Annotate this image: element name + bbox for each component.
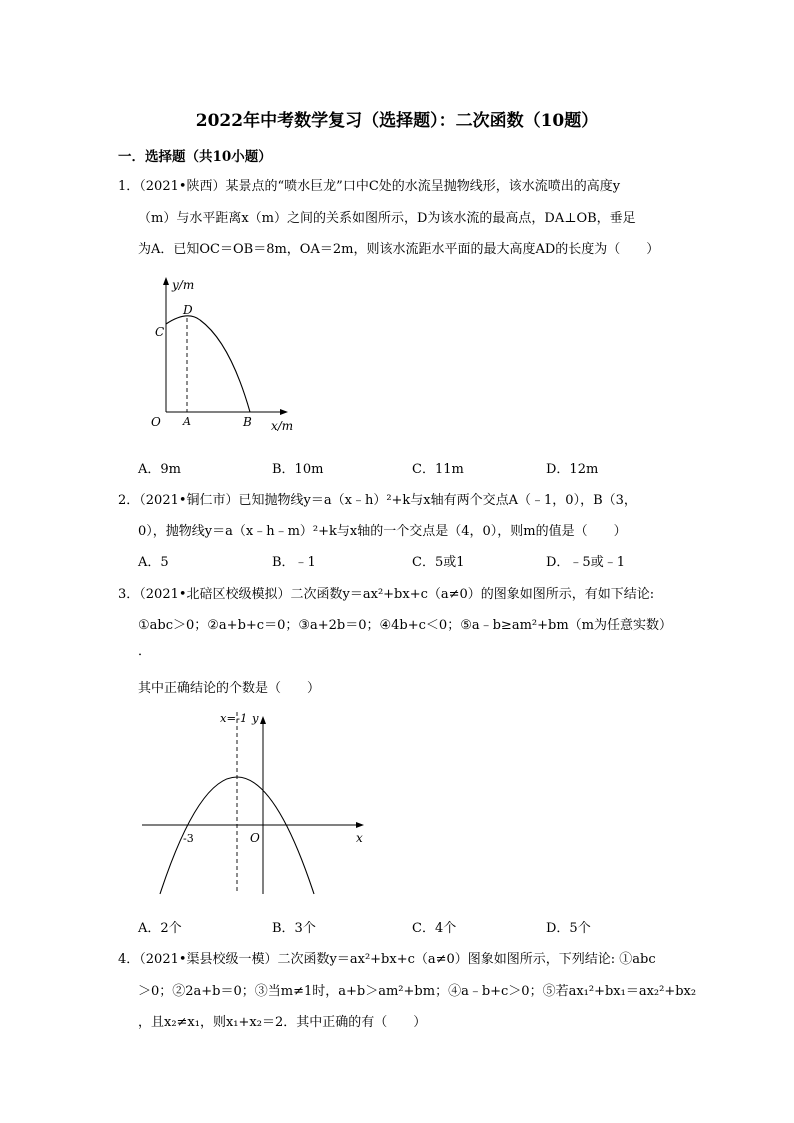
q3-axis-label: x=-1: [220, 711, 248, 725]
q1-point-c: C: [155, 325, 165, 339]
q1-parabola: [166, 316, 250, 412]
q3-figure: [138, 708, 378, 898]
q1-y-arrow-icon: [163, 277, 169, 285]
q4-line-3: ，且x₂≠x₁，则x₁+x₂＝2．其中正确的有（ ）: [138, 1015, 427, 1030]
q1-x-arrow-icon: [280, 409, 288, 415]
q3-line-4: 其中正确结论的个数是（ ）: [138, 681, 321, 696]
q4-line-1: 4．（2021•渠县校级一模）二次函数y＝ax²+bx+c（a≠0）图象如图所示，下列结论: ①abc: [118, 952, 656, 967]
q1-line-1: 1．（2021•陕西）某景点的“喷水巨龙”口中C处的水流呈抛物线形，该水流喷出的高度y: [118, 179, 621, 194]
q1-x-label: x/m: [271, 419, 294, 433]
q2-option-c: C．5或1: [412, 555, 465, 570]
q1-option-c: C．11m: [412, 462, 464, 477]
q1-option-a: A．9m: [138, 462, 181, 477]
q3-line-3: ．: [138, 644, 152, 659]
q1-point-o: O: [151, 415, 161, 429]
q3-line-2: ①abc＞0；②a+b+c＝0；③a+2b＝0；④4b+c＜0；⑤a﹣b≥am²+bm（m为任意实数）: [138, 618, 672, 633]
q2-line-1: 2．（2021•铜仁市）已知抛物线y＝a（x﹣h）²+k与x轴有两个交点A（﹣1，0），B（3，: [118, 493, 637, 508]
q1-figure: [140, 272, 310, 442]
q3-option-d: D．5个: [546, 921, 591, 936]
page-title: 2022年中考数学复习（选择题）：二次函数（10题）: [195, 111, 599, 131]
q3-line-1: 3．（2021•北碚区校级模拟）二次函数y＝ax²+bx+c（a≠0）的图象如图所示，有如下结论:: [118, 587, 655, 602]
q1-option-d: D．12m: [546, 462, 599, 477]
section-heading: 一．选择题（共10小题）: [118, 149, 272, 165]
q3-option-a: A．2个: [138, 921, 182, 936]
q2-option-a: A．5: [138, 555, 169, 570]
q2-option-b: B．﹣1: [272, 555, 316, 570]
q1-option-b: B．10m: [272, 462, 324, 477]
q3-option-c: C．4个: [412, 921, 457, 936]
q2-option-d: D．﹣5或﹣1: [546, 555, 625, 570]
q2-line-2: 0），抛物线y＝a（x﹣h﹣m）²+k与x轴的一个交点是（4，0），则m的值是（ ）: [138, 524, 627, 539]
q3-y-arrow-icon: [260, 716, 266, 724]
q3-origin: O: [250, 831, 260, 845]
q1-point-d: D: [183, 303, 193, 317]
q1-line-3: 为A．已知OC＝OB＝8m，OA＝2m，则该水流距水平面的最大高度AD的长度为（ ）: [138, 242, 660, 257]
q3-x-label: x: [356, 831, 363, 845]
q3-y-label: y: [252, 711, 259, 725]
q3-root-label: -3: [183, 832, 194, 845]
q1-line-2: （m）与水平距离x（m）之间的关系如图所示，D为该水流的最高点，DA⊥OB，垂足: [138, 211, 636, 226]
q1-y-label: y/m: [172, 278, 195, 292]
q1-point-a: A: [183, 415, 191, 428]
q4-line-2: ＞0；②2a+b＝0；③当m≠1时，a+b＞am²+bm；④a﹣b+c＞0；⑤若ax₁²+bx₁＝ax₂²+bx₂: [138, 984, 697, 999]
q1-point-b: B: [243, 415, 252, 429]
q3-option-b: B．3个: [272, 921, 316, 936]
q3-x-arrow-icon: [356, 822, 364, 828]
